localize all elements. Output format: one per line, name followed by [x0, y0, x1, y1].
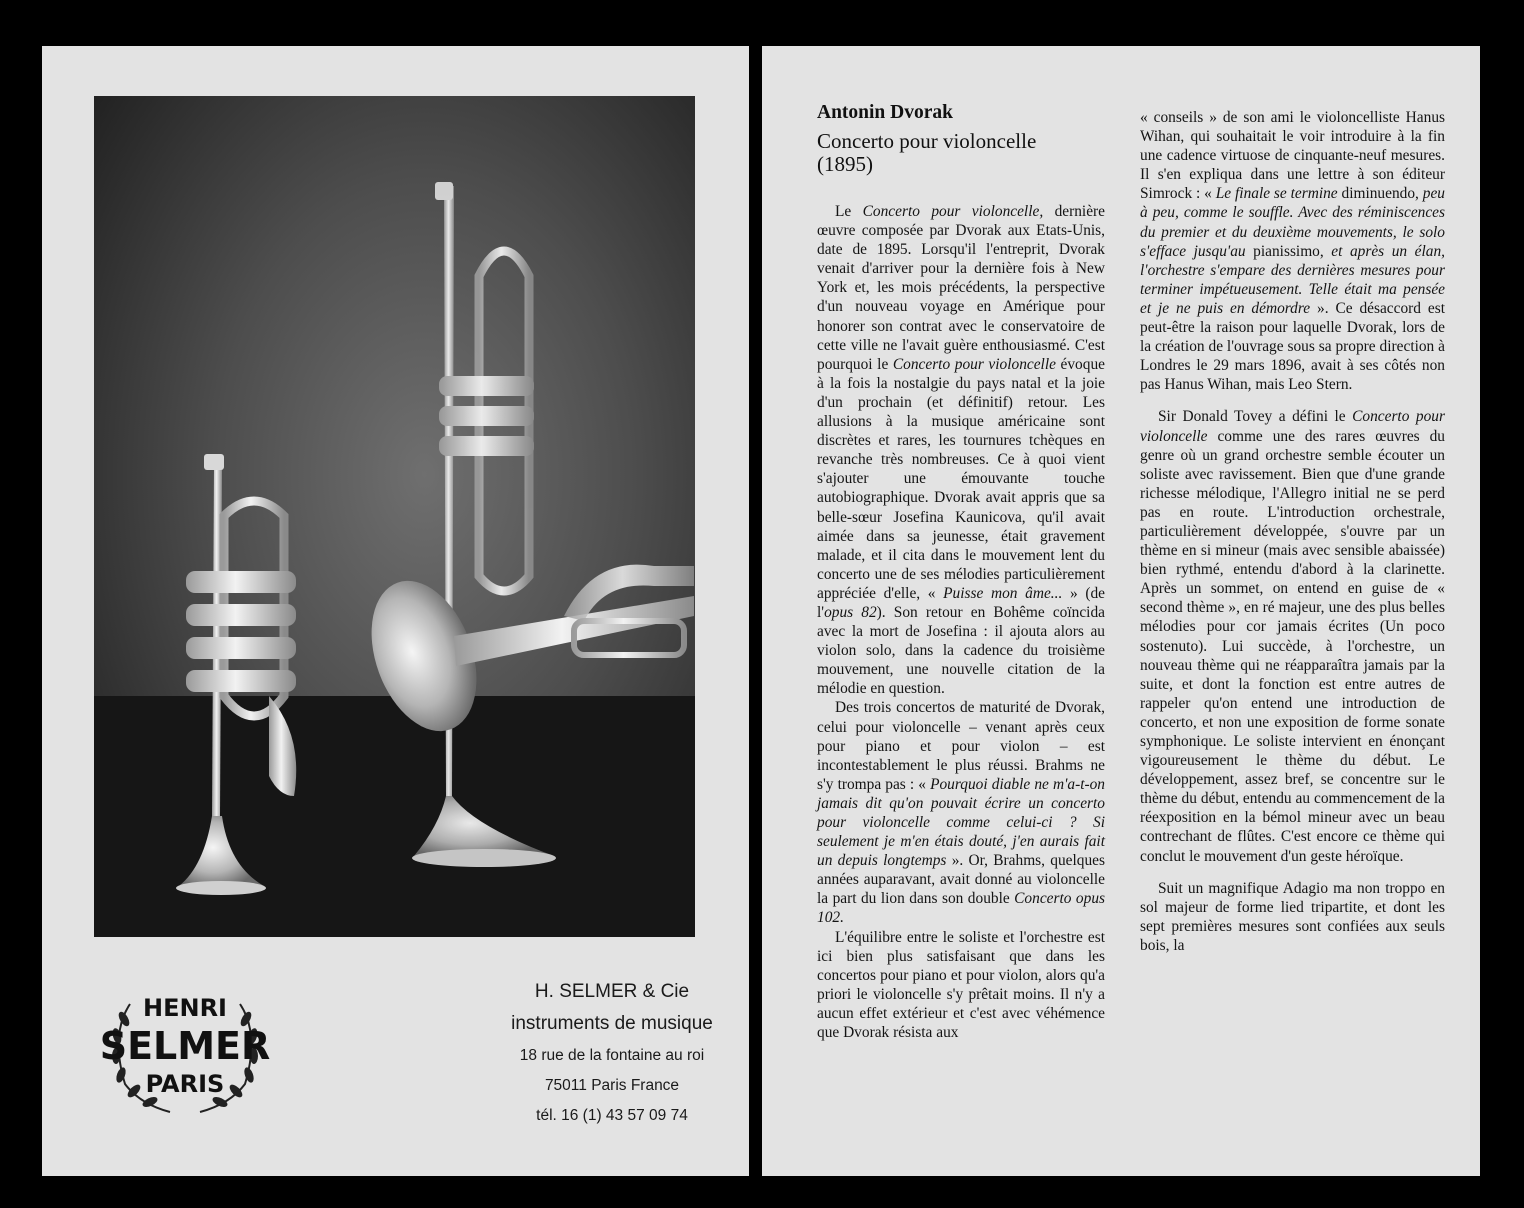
company-tagline: instruments de musique: [511, 1013, 713, 1034]
trumpets-photo: [94, 96, 695, 937]
work-title-line1: Concerto pour violoncelle: [817, 129, 1037, 153]
paragraph-3: L'équilibre entre le soliste et l'orchestre est ici bien plus satisfaisant que dans les concertos pour piano et pour violon, alors qu'a priori le violoncelle s'y prêtait moins. Il n'y a aucun effet extérieur et c'est avec véhémence que Dvorak résista aux: [817, 928, 1105, 1042]
logo-bottom-text: PARIS: [145, 1070, 225, 1098]
right-page: [762, 46, 1480, 1176]
text-column-right: [1140, 108, 1445, 955]
selmer-logo: [90, 974, 280, 1124]
trumpets-illustration: [94, 96, 695, 937]
company-name: H. SELMER & Cie: [534, 981, 690, 1002]
paragraph-6: Suit un magnifique Adagio ma non troppo en sol majeur de forme lied tripartite, et dont les sept premières mesures sont confiées aux seuls bois, la: [1140, 879, 1445, 954]
logo-top-text: HENRI: [143, 994, 227, 1022]
paragraph-2: Des trois concertos de maturité de Dvorak, celui pour violoncelle – venant après ceux pour piano et pour violon – est incontestablement le plus réussi. Brahms ne s'y trompa pas : « Pourquoi diable ne m'a-t-on jamais dit qu'on pouvait écrire un concerto pour violoncelle comme celui-ci ? Si seulement je m'en étais douté, j'en aurais fait un depuis longtemps ». Or, Brahms, quelques années auparavant, avait donné au violoncelle la part du lion dans son double Concerto opus 102.: [817, 699, 1106, 927]
company-city: 75011 Paris France: [544, 1077, 680, 1094]
composer-name: Antonin Dvorak: [817, 102, 953, 123]
article-title: [817, 102, 1117, 176]
left-page: [42, 46, 749, 1176]
work-title: [817, 130, 1117, 176]
work-title-line2: (1895): [817, 152, 873, 176]
logo-middle-text: SELMER: [99, 1024, 271, 1068]
company-address: 18 rue de la fontaine au roi: [519, 1047, 705, 1064]
paragraph-4: « conseils » de son ami le violoncelliste Hanus Wihan, qui souhaitait le voir introduire à la fin une cadence virtuose de cinquante-neuf mesures. Il s'en expliqua dans une lettre à son éditeur Simrock : « Le finale se termine diminuendo, peu à peu, comme le souffle. Avec des réminiscences du premier et du deuxième mouvements, le solo s'efface jusqu'au pianissimo, et après un élan, l'orchestre s'empare des dernières mesures pour terminer impétueusement. Telle était ma pensée et je ne puis en démordre ». Ce désaccord est peut-être la raison pour laquelle Dvorak, lors de la création de l'ouvrage sous sa propre direction à Londres le 29 mars 1896, avait à ses côtés non pas Hanus Wihan, mais Leo Stern.: [1140, 109, 1445, 394]
paragraph-5: Sir Donald Tovey a défini le Concerto pour violoncelle comme une des rares œuvres du genre où un grand orchestre semble écouter un soliste avec ravissement. Bien que d'une grande richesse mélodique, l'Allegro initial ne se perd pas en route. L'introduction orchestrale, particulièrement développée, s'ouvre par un thème en si mineur (mais avec sensible abaissée) bien rythmé, entendu d'abord à la clarinette. Après un sommet, on entend en guise de « second thème », en ré majeur, une des plus belles mélodies pour cor jamais écrites (Un poco sostenuto). Lui succède, à l'orchestre, un nouveau thème qui ne réapparaîtra jamais par la suite, et dont la fonction est entre autres de rappeler qu'on entend une introduction de concerto, et non une exposition de forme sonate symphonique. Le soliste intervient en énonçant vigoureusement le thème du début. Le développement, assez bref, se concentre sur le thème du début, entendu au commencement de la réexposition en la bémol mineur avec un beau contrechant de flûtes. C'est encore ce thème qui conclut le mouvement d'un geste héroïque.: [1140, 408, 1445, 865]
company-phone: tél. 16 (1) 43 57 09 74: [536, 1107, 688, 1124]
paragraph-1: Le Concerto pour violoncelle, dernière œuvre composée par Dvorak aux Etats-Unis, date de 1895. Lorsqu'il l'entreprit, Dvorak venait d'arriver pour la dernière fois à New York et, les mois précédents, la perspective d'un nouveau voyage en Amérique pour honorer son contrat avec le conservatoire de cette ville ne l'avait guère enthousiasmé. C'est pourquoi le Concerto pour violoncelle évoque à la fois la nostalgie du pays natal et la joie d'un prochain (et définitif) retour. Les allusions à la musique américaine sont discrètes et rares, les tournures tchèques en revanche très nombreuses. Ce à quoi vient s'ajouter une émouvante touche autobiographique. Dvorak avait appris que sa belle-sœur Josefina Kaunicova, qu'il avait aimée dans sa jeunesse, était gravement malade, et il cita dans le mouvement lent du concerto une de ses mélodies particulièrement appréciée d'elle, « Puisse mon âme... » (de l'opus 82). Son retour en Bohême coïncida avec la mort de Josefina : il ajouta alors au violon solo, dans la cadence du troisième mouvement, une nouvelle citation de la mélodie en question.: [817, 203, 1105, 698]
company-contact: [462, 981, 762, 1125]
text-column-left: [817, 202, 1105, 1042]
